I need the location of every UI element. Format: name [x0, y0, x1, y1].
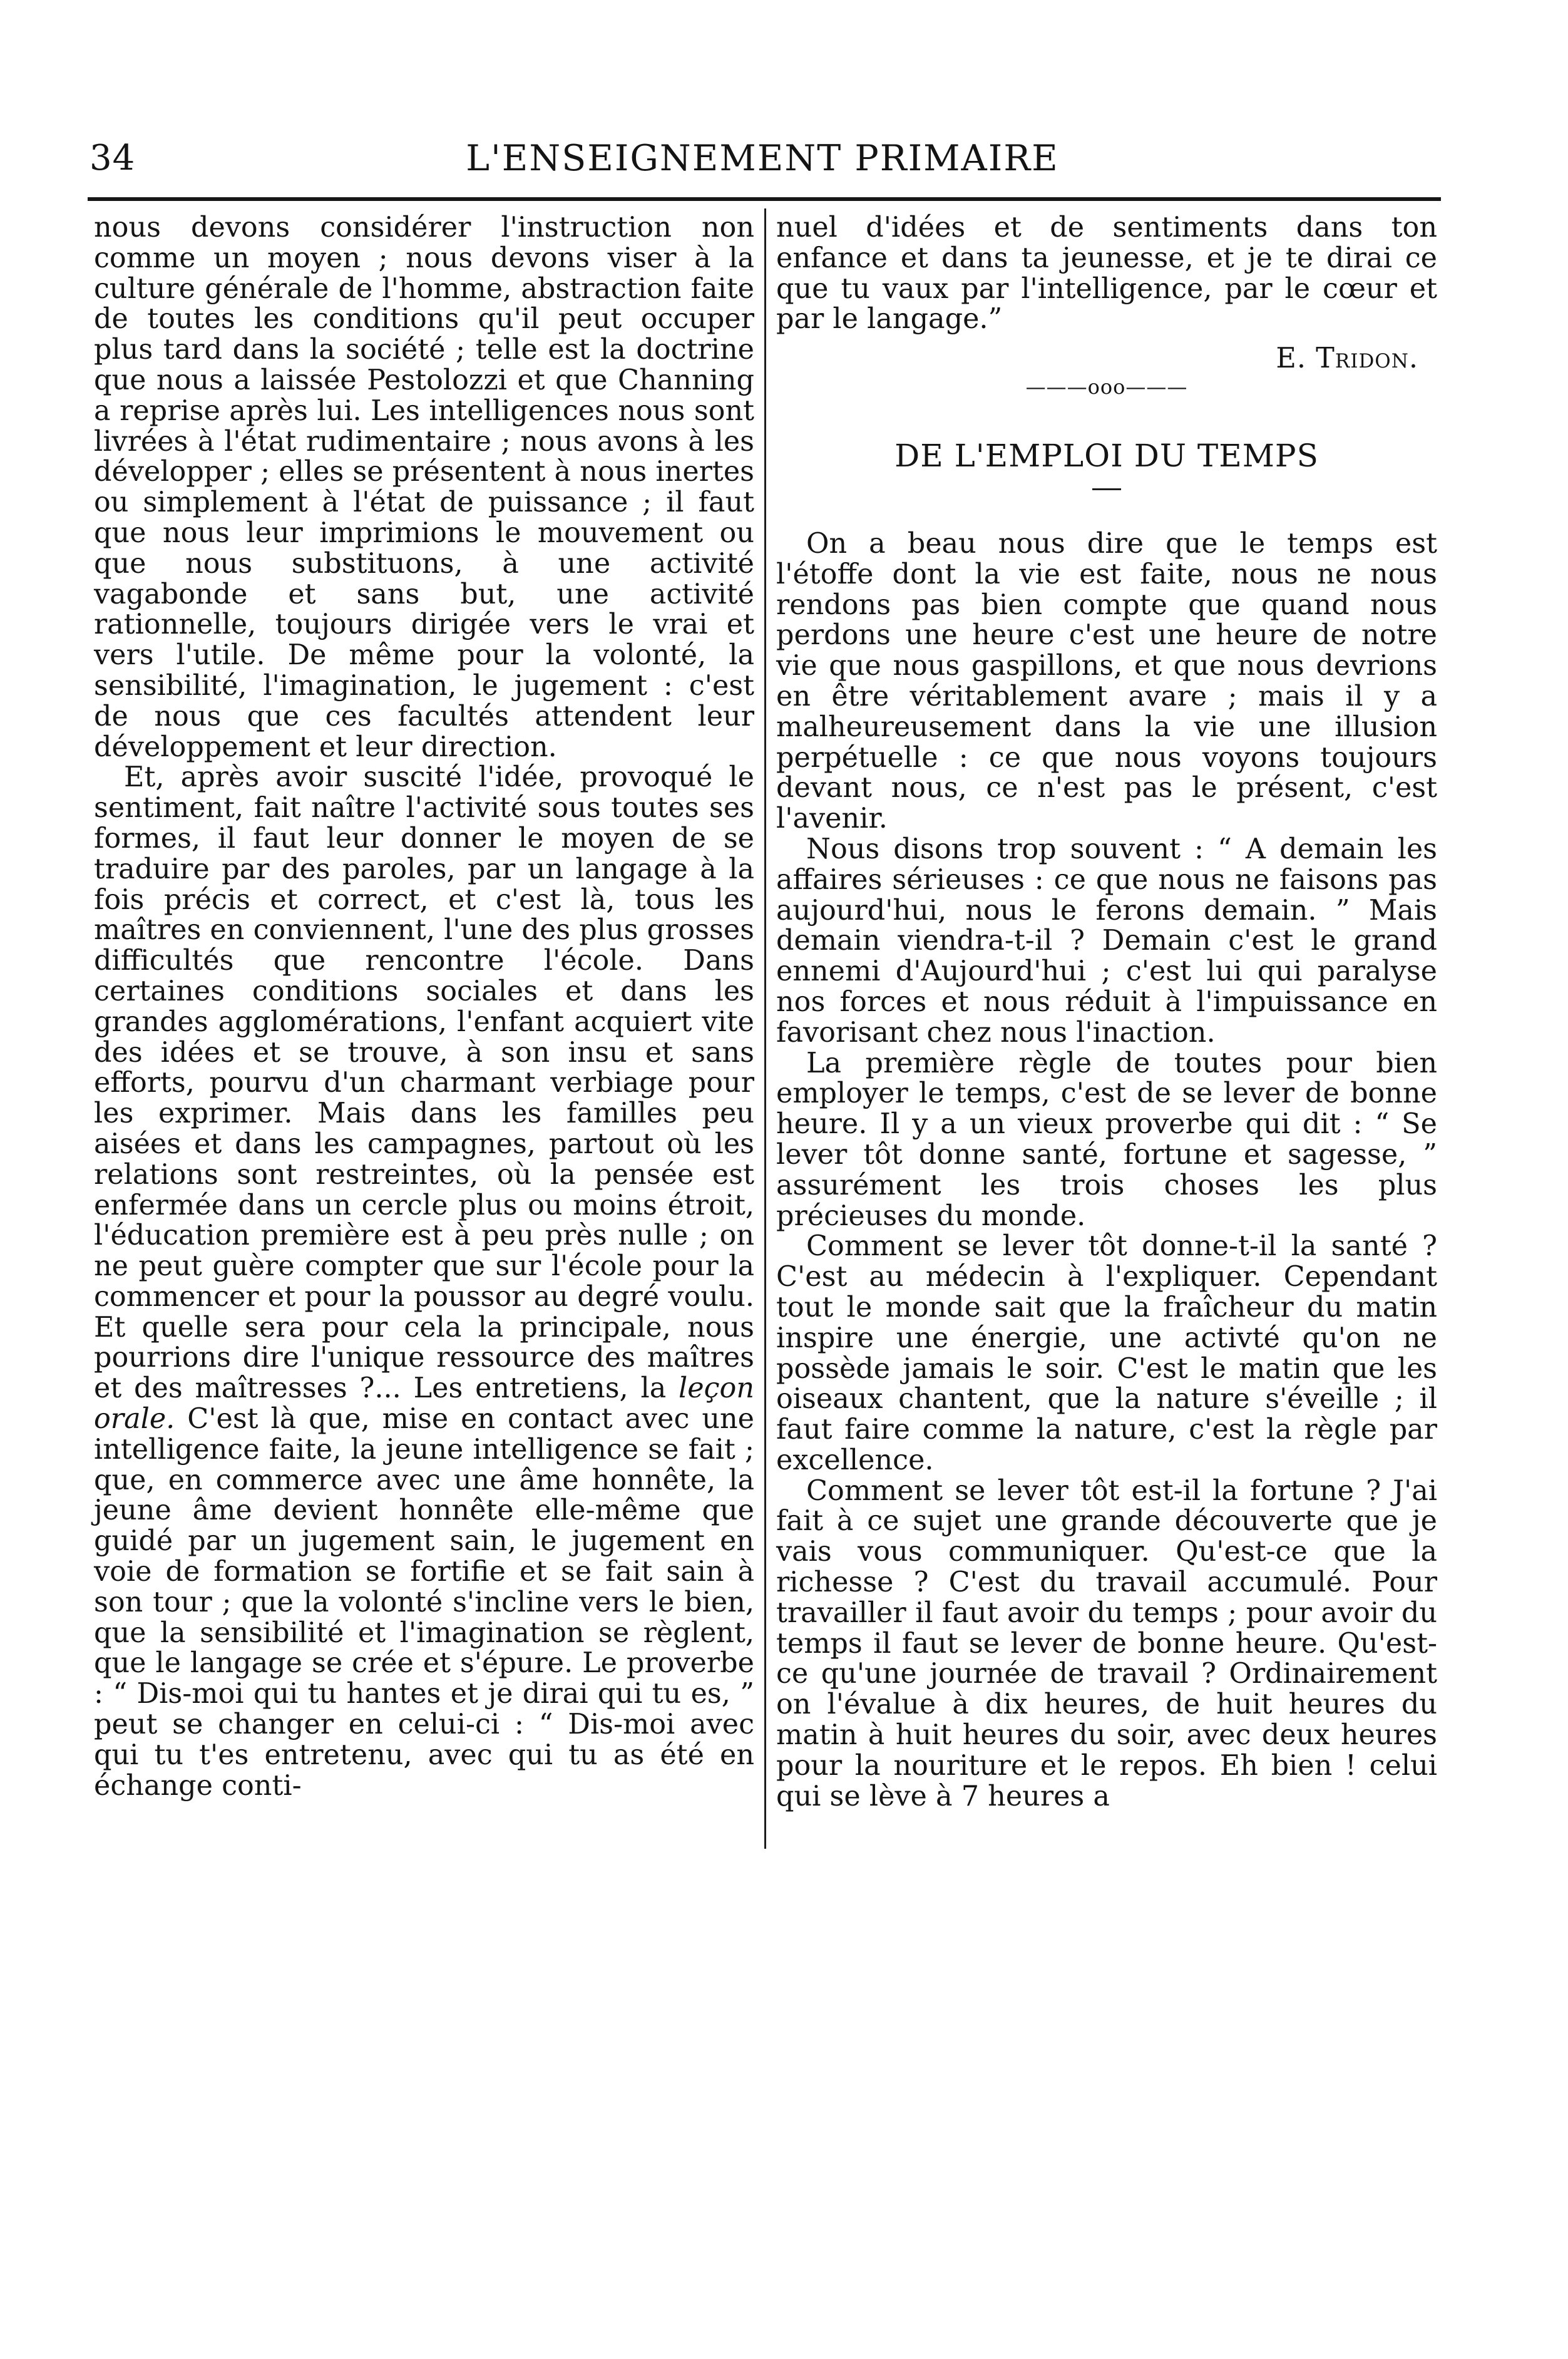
right-paragraph-2: Nous disons trop souvent : “ A demain les affaires sérieuses : ce que nous ne faisons pas aujourd'hui, nous le ferons demain. ” Mais demain viendra-t-il ? Demain c'est le grand ennemi d'Aujourd'hui ; c'est lui qui paralyse nos forces et nous réduit à l'impuissance en favorisant chez nous l'inaction. [776, 833, 1437, 1049]
left-paragraph-1: nous devons considérer l'instruction non comme un moyen ; nous devons viser à la culture générale de l'homme, abstraction faite de toutes les conditions qu'il peut occuper plus tard dans la société ; telle est la doctrine que nous a laissée Pestolozzi et que Channing a reprise après lui. Les intelligences nous sont livrées à l'état rudimentaire ; nous avons à les développer ; elles se présentent à nous inertes ou simplement à l'état de puissance ; il faut que nous leur imprimions le mouvement ou que nous substituons, à une activité vagabonde et sans but, une activité rationnelle, toujours dirigée vers le vrai et vers l'utile. De même pour la volonté, la sensibilité, l'imagination, le jugement : c'est de nous que ces facultés attendent leur développement et leur direction. [94, 212, 754, 763]
article-signature: E. Tridon. [1276, 342, 1418, 375]
left-paragraph-2-text-b: C'est là que, mise en contact avec une intelligence faite, la jeune intelligence se fait ; que, en commerce avec une âme honnête, la jeune âme devient honnête elle-même que guidé par un jugement sain, le jugement en voie de formation se fortifie et se fait sain à son tour ; que la volonté s'incline vers le bien, que la sensibilité et l'imagination se règlent, que le langage se crée et s'épure. Le proverbe : “ Dis-moi qui tu hantes et je dirai qui tu es, ” peut se changer en celui-ci : “ Dis-moi avec qui tu t'es entretenu, avec qui tu as été en échange conti- [94, 1403, 754, 1802]
title-dash [1092, 488, 1121, 490]
section-title: DE L'EMPLOI DU TEMPS [894, 437, 1319, 474]
header-rule [88, 197, 1441, 201]
running-header [90, 136, 1435, 180]
right-column [776, 213, 1437, 1812]
lecon-orale-italic: leçon orale. [94, 1372, 754, 1436]
right-paragraph-3: La première règle de toutes pour bien employer le temps, c'est de se lever de bonne heure. Il y a un vieux proverbe qui dit : “ Se lever tôt donne santé, fortune et sagesse, ” assurément les trois choses les plus précieuses du monde. [776, 1047, 1437, 1232]
section-separator: ———ooo——— [1025, 374, 1188, 399]
left-paragraph-2-text-a: Et, après avoir suscité l'idée, provoqué le sentiment, fait naître l'activité sous toutes ses formes, il faut leur donner le moyen de se traduire par des paroles, par un langage à la fois précis et correct, et c'est là, tous les maîtres en conviennent, l'une des plus grosses difficultés que rencontre l'école. Dans certaines conditions sociales et dans les grandes agglomérations, l'enfant acquiert vite des idées et se trouve, à son insu et sans efforts, pourvu d'un charmant verbiage pour les exprimer. Mais dans les familles peu aisées et dans les campagnes, partout où les relations sont restreintes, où la pensée est enfermée dans un cercle plus ou moins étroit, l'éducation première est à peu près nulle ; on ne peut guère compter que sur l'école pour la commencer et pour la poussor au degré voulu. Et quelle sera pour cela la principale, nous pourrions dire l'unique ressource des maîtres et des maîtresses ?... Les entretiens, la [94, 761, 754, 1405]
left-column [94, 213, 754, 1801]
right-continuation-paragraph: nuel d'idées et de sentiments dans ton enfance et dans ta jeunesse, et je te dirai ce que tu vaux par l'intelligence, par le cœur et par le langage.” [776, 212, 1437, 336]
page-number: 34 [90, 138, 136, 178]
right-paragraph-4: Comment se lever tôt donne-t-il la santé ? C'est au médecin à l'expliquer. Cependant tout le monde sait que la fraîcheur du matin inspire une énergie, une activté qu'on ne possède jamais le soir. C'est le matin que les oiseaux chantent, que la nature s'éveille ; il faut faire comme la nature, c'est la règle par excellence. [776, 1230, 1437, 1476]
column-divider [764, 208, 766, 1849]
left-paragraph-2 [94, 763, 754, 1801]
right-paragraph-5: Comment se lever tôt est-il la fortune ? J'ai fait à ce sujet une grande découverte que je vais vous communiquer. Qu'est-ce que la richesse ? C'est du travail accumulé. Pour travailler il faut avoir du temps ; pour avoir du temps il faut se lever de bonne heure. Qu'est-ce qu'une journée de travail ? Ordinairement on l'évalue à dix heures, de huit heures du matin à huit heures du soir, avec deux heures pour la nouriture et le repos. Eh bien ! celui qui se lève à 7 heures a [776, 1474, 1437, 1812]
journal-title: L'ENSEIGNEMENT PRIMAIRE [466, 138, 1059, 179]
right-paragraph-1: On a beau nous dire que le temps est l'étoffe dont la vie est faite, nous ne nous rendons pas bien compte que quand nous perdons une heure c'est une heure de notre vie que nous gaspillons, et que nous devrions en être véritablement avare ; mais il y a malheureusement dans la vie une illusion perpétuelle : ce que nous voyons toujours devant nous, ce n'est pas le présent, c'est l'avenir. [776, 527, 1437, 835]
